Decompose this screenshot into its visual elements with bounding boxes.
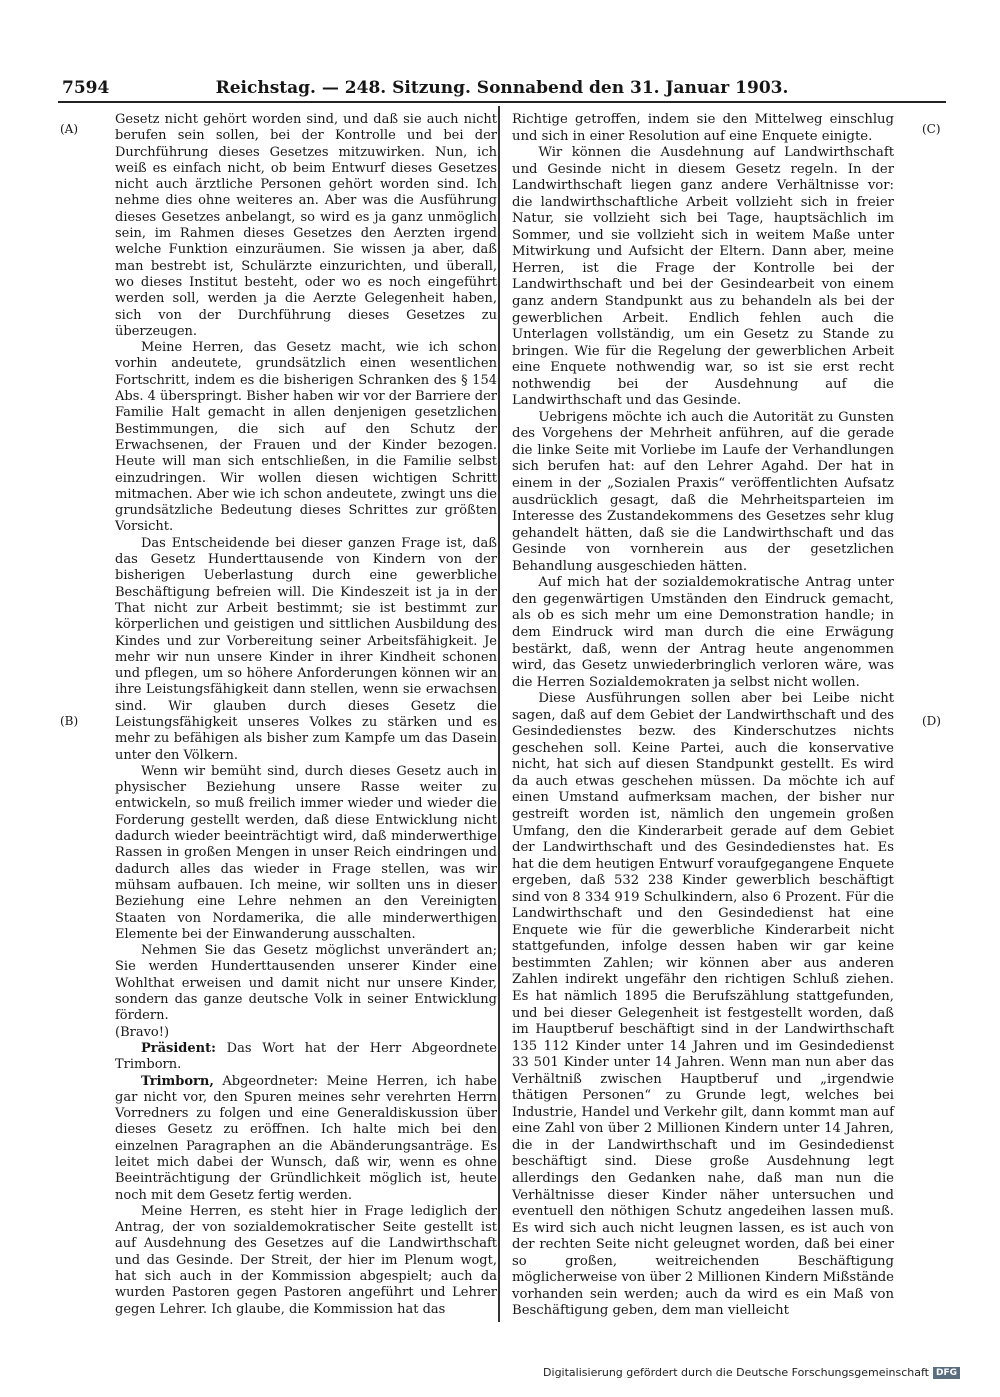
speaker-label: Trimborn,	[141, 1073, 214, 1089]
paragraph: Auf mich hat der sozialdemokratische Antrag unter den gegenwärtigen Umständen den Eindruck gemacht, als ob es sich mehr um eine Demonstration handle; in dem Eindruck wird man durch die eine Erwägung bestärkt, daß, wenn der Antrag heute angenommen wird, das Gesetz unwiederbringlich verloren wäre, was die Herren Sozialdemokraten ja selbst nicht wollen.	[512, 575, 894, 690]
footer-text: Digitalisierung gefördert durch die Deutsche Forschungsgemeinschaft	[543, 1366, 929, 1379]
paragraph: Gesetz nicht gehört worden sind, und daß sie auch nicht berufen sein sollen, bei der Kontrolle und bei der Durchführung dieses Gesetzes mitzuwirken. Nun, ich weiß es einfach nicht, ob beim Entwurf dieses Gesetzes nicht auch ärztliche Personen gehört worden sind. Ich nehme dies ohne weiteres an. Aber was die Ausführung dieses Gesetzes anbelangt, so wird es ja ganz unmöglich sein, im Rahmen dieses Gesetzes den Aerzten irgend welche Funktion einzuräumen. Sie wissen ja aber, daß man bestrebt ist, Schulärzte einzurichten, und überall, wo dieses Institut besteht, oder wo es noch eingeführt werden soll, werden ja die Aerzte Gelegenheit haben, sich von der Durchführung dieses Gesetzes zu überzeugen.	[115, 112, 497, 339]
margin-marker-a: (A)	[60, 122, 79, 136]
speaker-text: Das Wort hat der Herr Abgeordnete Trimborn.	[115, 1040, 497, 1073]
trimborn-paragraph	[115, 1074, 497, 1204]
paragraph: Nehmen Sie das Gesetz möglichst unverändert an; Sie werden Hunderttausenden unserer Kinder eine Wohlthat erweisen und damit nicht nur unsere Kinder, sondern das ganze deutsche Volk in seiner Entwicklung fördern.	[115, 943, 497, 1024]
margin-marker-d: (D)	[922, 714, 941, 728]
digitization-footer	[543, 1366, 960, 1379]
president-paragraph	[115, 1041, 497, 1074]
header-rule	[58, 101, 946, 103]
right-column	[512, 112, 894, 1320]
page-header	[62, 74, 942, 104]
paragraph: Diese Ausführungen sollen aber bei Leibe nicht sagen, daß auf dem Gebiet der Landwirthschaft und des Gesindedienstes bezw. des Kinderschutzes nichts geschehen soll. Keine Partei, auch die konservative nicht, hat sich auf diesen Standpunkt gestellt. Es wird da auch etwas geschehen müssen. Da möchte ich auf einen Umstand aufmerksam machen, der bisher nur gestreift worden ist, nämlich den ungemein großen Umfang, den die Kinderarbeit gerade auf dem Gebiet der Landwirthschaft und des Gesindedienstes hat. Es hat die dem heutigen Entwurf voraufgegangene Enquete ergeben, daß 532 238 Kinder gewerblich beschäftigt sind von 8 334 919 Schulkindern, also 6 Prozent. Für die Landwirthschaft und den Gesindedienst hat eine Enquete wie für die gewerbliche Kinderarbeit nicht stattgefunden, infolge dessen haben wir gar keine bestimmten Zahlen; wir können aber aus anderen Zahlen indirekt ungefähr den richtigen Schluß ziehen. Es hat nämlich 1895 die Berufszählung stattgefunden, und bei dieser Gelegenheit ist festgestellt worden, daß im Hauptberuf beschäftigt sind in der Landwirthschaft 135 112 Kinder unter 14 Jahren und im Gesindedienst 33 501 Kinder unter 14 Jahren. Wenn man nun aber das Verhältniß zwischen Hauptberuf und „irgendwie thätigen Personen“ zu Grunde legt, welches bei Industrie, Handel und Verkehr gilt, dann kommt man auf eine Zahl von über 2 Millionen Kindern unter 14 Jahren, die in der Landwirthschaft und im Gesindedienst beschäftigt sind. Diese große Ausdehnung legt allerdings den Gedanken nahe, daß man nun die Verhältnisse dieser Kinder näher untersuchen und eventuell den nöthigen Schutz angedeihen lassen muß. Es wird sich auch nicht leugnen lassen, es ist auch von der rechten Seite nicht geleugnet worden, daß bei einer so großen, weitreichenden Beschäftigung möglicherweise von über 2 Millionen Kindern Mißstände vorhanden sein werden; auch da wird es ein Maß von Beschäftigung geben, dem man vielleicht	[512, 691, 894, 1319]
paragraph: Wenn wir bemüht sind, durch dieses Gesetz auch in physischer Beziehung unsere Rasse weiter zu entwickeln, so muß freilich immer wieder und wieder die Forderung gestellt werden, daß diese Entwicklung nicht dadurch wieder beeinträchtigt wird, daß minderwerthige Rassen in großen Mengen in unser Reich eindringen und dadurch alles das wieder in Frage stellen, was wir mühsam aufbauen. Ich meine, wir sollten uns in dieser Beziehung eine Lehre nehmen an den Vereinigten Staaten von Nordamerika, die alle minderwerthigen Elemente bei der Einwanderung ausschalten.	[115, 763, 497, 942]
paragraph: Meine Herren, es steht hier in Frage lediglich der Antrag, der von sozialdemokratischer Seite gestellt ist auf Ausdehnung des Gesetzes auf die Landwirthschaft und das Gesinde. Der Streit, der hier im Plenum wogt, hat sich auch in der Kommission abgespielt; auch da wurden Pastoren gegen Pastoren angeführt und Lehrer gegen Lehrer. Ich glaube, die Kommission hat das	[115, 1203, 497, 1317]
column-separator	[498, 106, 500, 1322]
dfg-logo-icon: DFG	[933, 1367, 960, 1379]
paragraph: Meine Herren, das Gesetz macht, wie ich schon vorhin andeutete, grundsätzlich einen wesentlichen Fortschritt, indem es die bisherigen Schranken des § 154 Abs. 4 überspringt. Bisher haben wir vor der Barriere der Familie Halt gemacht in allen denjenigen gesetzlichen Bestimmungen, die sich auf den Schutz der Erwachsenen, der Frauen und der Kinder bezogen. Heute will man sich entschließen, in die Familie selbst einzudringen. Wir wollen diesen wichtigen Schritt mitmachen. Aber wie ich schon andeutete, zwingt uns die grundsätzliche Bedeutung dieses Schrittes zur größten Vorsicht.	[115, 340, 498, 535]
page-number: 7594	[62, 78, 110, 98]
paragraph: Uebrigens möchte ich auch die Autorität zu Gunsten des Vorgehens der Mehrheit anführen, auf die gerade die linke Seite mit Vorliebe im Laufe der Verhandlungen sich berufen hat: auf den Lehrer Agahd. Der hat in einem in der „Sozialen Praxis“ veröffentlichten Aufsatz ausdrücklich gesagt, daß die Mehrheitsparteien im Interesse des Zustandekommens des Gesetzes sehr klug gehandelt hätten, daß sie die Landwirthschaft und das Gesinde von vornherein aus der gesetzlichen Behandlung ausgeschieden hätten.	[512, 409, 894, 574]
paragraph: Wir können die Ausdehnung auf Landwirthschaft und Gesinde nicht in diesem Gesetz regeln. In der Landwirthschaft liegen ganz andere Verhältnisse vor: die landwirthschaftliche Arbeit vollzieht sich in freier Natur, sie vollzieht sich bei Tage, hauptsächlich im Sommer, und sie vollzieht sich in weitem Maße unter Mitwirkung und Aufsicht der Eltern. Dann aber, meine Herren, ist die Frage der Kontrolle bei der Landwirthschaft und bei der Gesindearbeit von einem ganz andern Standpunkt aus zu behandeln als bei der gewerblichen Arbeit. Endlich fehlen auch die Unterlagen vollständig, um ein Gesetz zu Stande zu bringen. Wie für die Regelung der gewerblichen Arbeit eine Enquete nothwendig war, so ist sie erst recht nothwendig bei der Ausdehnung auf die Landwirthschaft und das Gesinde.	[512, 145, 894, 409]
page-title: Reichstag. — 248. Sitzung. Sonnabend den 31. Januar 1903.	[215, 78, 789, 98]
margin-marker-b: (B)	[60, 714, 79, 728]
paragraph: Richtige getroffen, indem sie den Mittelweg einschlug und sich in einer Resolution auf eine Enquete einigte.	[512, 112, 894, 144]
left-column	[115, 112, 497, 1318]
paragraph: Das Entscheidende bei dieser ganzen Frage ist, daß das Gesetz Hunderttausende von Kindern von der bisherigen Ueberlastung durch eine gewerbliche Beschäftigung befreien will. Die Kindeszeit ist ja in der That nicht zur Arbeit bestimmt; sie ist bestimmt zur körperlichen und geistigen und sittlichen Ausbildung des Kindes und zur Vorbereitung seiner Arbeitsfähigkeit. Je mehr wir nun unsere Kinder in ihrer Kindheit schonen und pflegen, um so höhere Anforderungen können wir an ihre Leistungsfähigkeit dann stellen, wenn sie erwachsen sind. Wir glauben durch dieses Gesetz die Leistungsfähigkeit unseres Volkes zu stärken und es mehr zu befähigen als bisher zum Kampfe um das Dasein unter den Völkern.	[115, 535, 497, 763]
speaker-label: Präsident:	[141, 1040, 216, 1056]
speaker-text: Abgeordneter: Meine Herren, ich habe gar nicht vor, den Spuren meines sehr verehrten Herrn Vorredners zu folgen und eine Generaldiskussion über dieses Gesetz zu eröffnen. Ich halte mich bei den einzelnen Paragraphen an die Abänderungsanträge. Es leitet mich dabei der Wunsch, daß wir, wenn es ohne Beeinträchtigung der Gründlichkeit möglich ist, heute noch mit dem Gesetz fertig werden.	[115, 1073, 497, 1203]
bravo-interjection: (Bravo!)	[115, 1024, 170, 1040]
margin-marker-c: (C)	[922, 122, 941, 136]
